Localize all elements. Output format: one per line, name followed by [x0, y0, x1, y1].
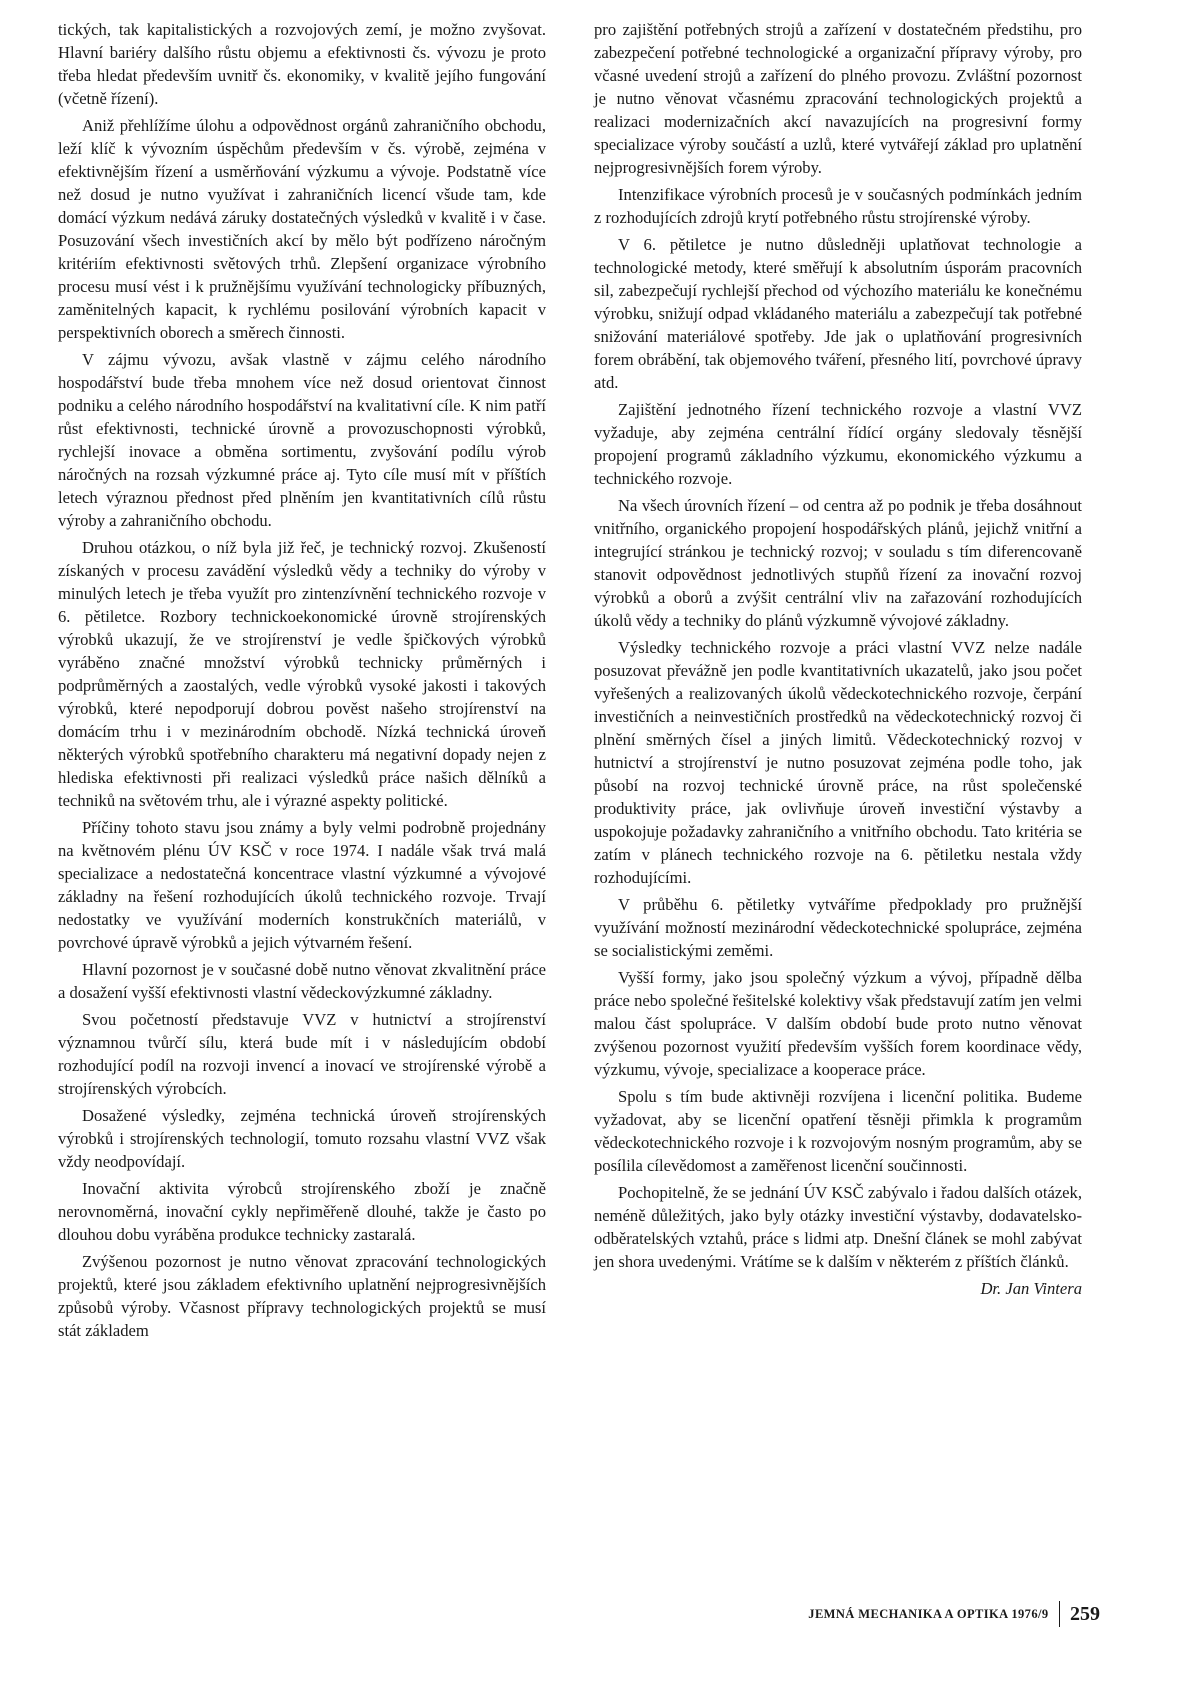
paragraph: V zájmu vývozu, avšak vlastně v zájmu celého národního hospodářství bude třeba mnohem více než dosud orientovat činnost podniku a celého národního hospodářství na kvalitativní cíle. K nim patří růst efektivnosti, technické úrovně a provozuschopnosti výrobků, rychlejší inovace a obměna sortimentu, zvyšování podílu výrob náročných na rozsah výzkumné práce aj. Tyto cíle musí mít v příštích letech výraznou přednost před plněním jen kvantitativních cílů růstu výroby a zahraničního obchodu. — [58, 350, 546, 530]
page-number: 259 — [1070, 1602, 1100, 1625]
paragraph: Hlavní pozornost je v současné době nutno věnovat zkvalitnění práce a dosažení vyšší efektivnosti vlastní vědeckovýzkumné základny. — [58, 960, 546, 1002]
paragraph: Vyšší formy, jako jsou společný výzkum a vývoj, případně dělba práce nebo společné řešitelské kolektivy však představují zatím jen velmi malou část spolupráce. V dalším období bude proto nutno věnovat zvýšenou pozornost využití především vyšších forem koordinace vědy, výzkumu, vývoje, specializace a kooperace práce. — [594, 968, 1082, 1079]
paragraph: Výsledky technického rozvoje a práci vlastní VVZ nelze nadále posuzovat převážně jen podle kvantitativních ukazatelů, jako jsou počet vyřešených a realizovaných úkolů vědeckotechnického rozvoje, čerpání investičních a neinvestičních prostředků na vědeckotechnický rozvoj či plnění směrných čísel a jiných limitů. Vědeckotechnický rozvoj v hutnictví a strojírenství je nutno posuzovat zejména podle toho, jak působí na rozvoj technické úrovně práce, na růst společenské produktivity práce, jak ovlivňuje úroveň investiční výstavby a uspokojuje požadavky zahraničního a vnitřního obchodu. Tato kritéria se zatím v plánech technického rozvoje na 6. pětiletku nestala vždy rozhodujícími. — [594, 638, 1082, 887]
paragraph: Aniž přehlížíme úlohu a odpovědnost orgánů zahraničního obchodu, leží klíč k vývozním úspěchům především v čs. výrobě, zejména v efektivnějším řízení a usměrňování výzkumu a vývoje. Podstatně více než dosud je nutno využívat i zahraničních licencí všude tam, kde domácí výzkum nedává záruky dostatečných výsledků v kvalitě i v čase. Posuzování všech investičních akcí by mělo být podřízeno náročným kritériím efektivnosti světových trhů. Zlepšení organizace výrobního procesu musí vést i k pružnějšímu využívání technologicky příbuzných, zaměnitelných kapacit, k rychlému posilování výrobních kapacit v perspektivních oborech a směrech činnosti. — [58, 116, 546, 342]
journal-name: JEMNÁ MECHANIKA A OPTIKA 1976/9 — [808, 1606, 1049, 1621]
paragraph: V průběhu 6. pětiletky vytváříme předpoklady pro pružnější využívání možností mezinárodní vědeckotechnické spolupráce, zejména se socialistickými zeměmi. — [594, 895, 1082, 960]
author-signature: Dr. Jan Vintera — [980, 1279, 1082, 1298]
paragraph: Druhou otázkou, o níž byla již řeč, je technický rozvoj. Zkušeností získaných v procesu zavádění výsledků vědy a techniky do výroby v minulých letech je třeba využít pro zintenzívnění technického rozvoje v 6. pětiletce. Rozbory technickoekonomické úrovně strojírenských výrobků ukazují, že ve strojírenství je vedle špičkových výrobků vyráběno značné množství výrobků technicky průměrných i podprůměrných a zaostalých, vedle výrobků vysoké jakosti i takových výrobků, které nepodporují dobrou pověst našeho strojírenství na domácím trhu i v mezinárodním obchodě. Nízká technická úroveň některých výrobků spotřebního charakteru má negativní dopady nejen z hlediska efektivnosti při realizaci výsledků práce našich dělníků a techniků na světovém trhu, ale i výrazné aspekty politické. — [58, 538, 546, 810]
paragraph: Inovační aktivita výrobců strojírenského zboží je značně nerovnoměrná, inovační cykly nepřiměřeně dlouhé, takže je často po dlouhou dobu vyráběna produkce technicky zastaralá. — [58, 1179, 546, 1244]
page-footer — [770, 1601, 1100, 1627]
paragraph: V 6. pětiletce je nutno důsledněji uplatňovat technologie a technologické metody, které směřují k absolutním úsporám pracovních sil, zabezpečují rychlejší přechod od výchozího materiálu ke konečnému výrobku, snižují odpad vkládaného materiálu a zabezpečují tak potřebné snižování materiálové spotřeby. Jde jak o uplatňování progresivních forem obrábění, tak objemového tváření, přesného lití, povrchové úpravy atd. — [594, 235, 1082, 392]
paragraph: Dosažené výsledky, zejména technická úroveň strojírenských výrobků i strojírenských technologií, tomuto rozsahu vlastní VVZ však vždy neodpovídají. — [58, 1106, 546, 1171]
paragraph: Příčiny tohoto stavu jsou známy a byly velmi podrobně projednány na květnovém plénu ÚV KSČ v roce 1974. I nadále však trvá malá specializace a nedostatečná koncentrace vlastní výzkumné a vývojové základny na řešení rozhodujících úkolů technického rozvoje. Trvají nedostatky ve využívání moderních konstrukčních materiálů, v povrchové úpravě výrobků a jejich výtvarném řešení. — [58, 818, 546, 952]
paragraph: Spolu s tím bude aktivněji rozvíjena i licenční politika. Budeme vyžadovat, aby se licenční opatření těsněji přimkla k programům vědeckotechnického rozvoje i k rozvojovým nosným programům, aby se posílila cílevědomost a zaměřenost licenční součinnosti. — [594, 1087, 1082, 1175]
paragraph: Svou početností představuje VVZ v hutnictví a strojírenství významnou tvůrčí sílu, která bude mít i v následujícím období rozhodující podíl na rozvoji invencí a inovací ve strojírenské výrobě a strojírenských výrobcích. — [58, 1010, 546, 1098]
left-column — [58, 18, 546, 1346]
right-column — [594, 18, 1082, 1304]
paragraph: Zvýšenou pozornost je nutno věnovat zpracování technologických projektů, které jsou základem efektivního uplatnění nejprogresivnějších způsobů výroby. Včasnost přípravy technologických projektů se musí stát základem — [58, 1252, 546, 1340]
paragraph: Na všech úrovních řízení – od centra až po podnik je třeba dosáhnout vnitřního, organického propojení hospodářských plánů, jejichž vnitřní a integrující stránkou je technický rozvoj; v souladu s tím diferencovaně stanovit odpovědnost jednotlivých stupňů řízení za inovační rozvoj výrobků a oborů a zvýšit centrální vliv na zařazování rozhodujících úkolů vědy a techniky do plánů výzkumně vývojové základny. — [594, 496, 1082, 630]
footer-divider — [1059, 1601, 1061, 1627]
paragraph: pro zajištění potřebných strojů a zařízení v dostatečném předstihu, pro zabezpečení potřebné technologické a organizační přípravy výroby, pro včasné uvedení strojů a zařízení do plného provozu. Zvláštní pozornost je nutno věnovat včasnému zpracování technologických projektů a realizaci modernizačních akcí navazujících na progresivní formy specializace výroby součástí a uzlů, které vytvářejí základ pro uplatnění nejprogresivnějších forem výroby. — [594, 20, 1082, 177]
paragraph: tických, tak kapitalistických a rozvojových zemí, je možno zvyšovat. Hlavní bariéry dalšího růstu objemu a efektivnosti čs. vývozu je proto třeba hledat především uvnitř čs. ekonomiky, v kvalitě jejího fungování (včetně řízení). — [58, 20, 546, 108]
paragraph: Zajištění jednotného řízení technického rozvoje a vlastní VVZ vyžaduje, aby zejména centrální řídící orgány sledovaly těsnější propojení programů základního výzkumu, ekonomického výzkumu a technického rozvoje. — [594, 400, 1082, 488]
paragraph: Pochopitelně, že se jednání ÚV KSČ zabývalo i řadou dalších otázek, neméně důležitých, jako byly otázky investiční výstavby, dodavatelsko-odběratelských vztahů, práce s lidmi atp. Dnešní článek se mohl zabývat jen shora uvedenými. Vrátíme se k dalším v některém z příštích článků. — [594, 1183, 1082, 1271]
paragraph: Intenzifikace výrobních procesů je v současných podmínkách jedním z rozhodujících zdrojů krytí potřebného růstu strojírenské výroby. — [594, 185, 1082, 227]
